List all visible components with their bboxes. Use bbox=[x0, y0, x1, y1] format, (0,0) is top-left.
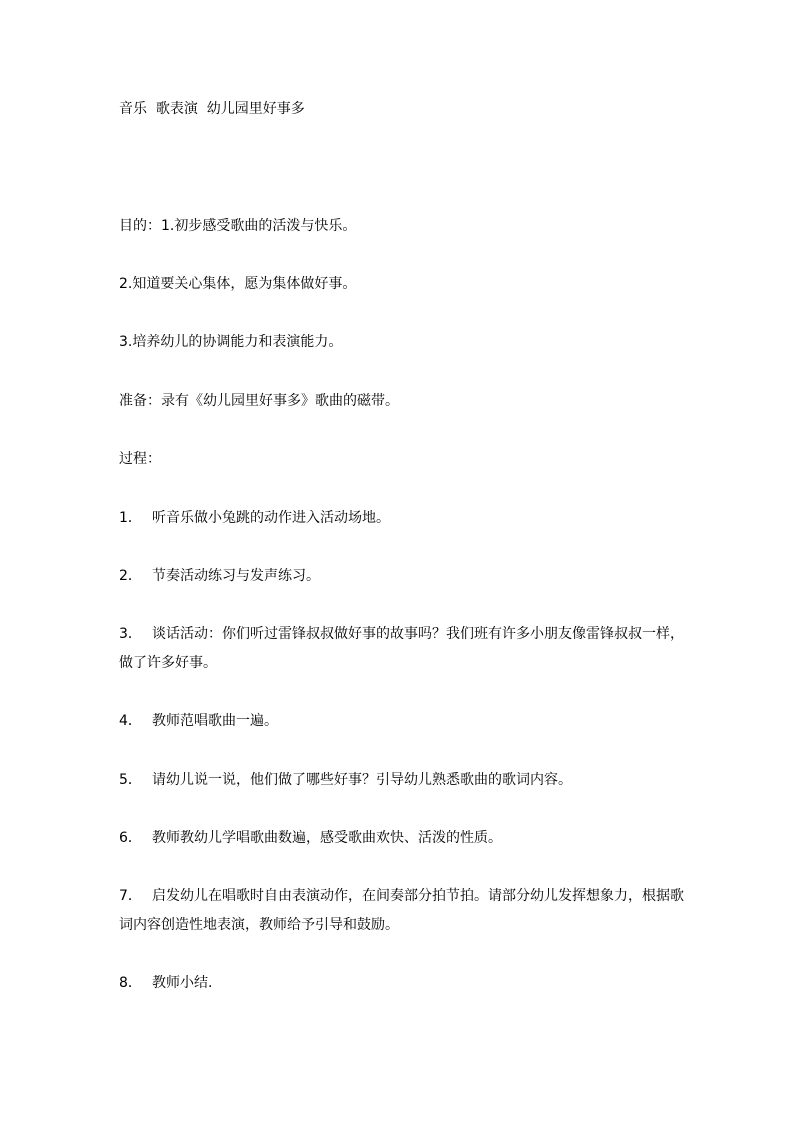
step-item bbox=[119, 882, 689, 940]
document-title: 音乐 歌表演 幼儿园里好事多 bbox=[119, 101, 305, 117]
goal-item-3: 3.培养幼儿的协调能力和表演能力。 bbox=[119, 334, 343, 350]
goal-item-1: 目的：1.初步感受歌曲的活泼与快乐。 bbox=[119, 218, 357, 234]
step-text: 教师教幼儿学唱歌曲数遍，感受歌曲欢快、活泼的性质。 bbox=[152, 830, 502, 846]
step-number: 4． bbox=[119, 713, 142, 729]
step-item bbox=[119, 707, 689, 736]
step-number: 8． bbox=[119, 975, 142, 991]
preparation-text: 准备：录有《幼儿园里好事多》歌曲的磁带。 bbox=[119, 393, 399, 409]
step-number: 1． bbox=[119, 510, 142, 526]
step-number: 5． bbox=[119, 772, 142, 788]
step-item bbox=[119, 504, 689, 533]
step-text: 听音乐做小兔跳的动作进入活动场地。 bbox=[152, 510, 390, 526]
step-text: 请幼儿说一说，他们做了哪些好事？引导幼儿熟悉歌曲的歌词内容。 bbox=[152, 772, 572, 788]
step-item bbox=[119, 620, 689, 678]
step-number: 7． bbox=[119, 888, 142, 904]
step-number: 6． bbox=[119, 830, 142, 846]
step-item bbox=[119, 562, 689, 591]
step-number: 3． bbox=[119, 626, 142, 642]
step-text: 谈话活动：你们听过雷锋叔叔做好事的故事吗？我们班有许多小朋友像雷锋叔叔一样，做了许多好事。 bbox=[119, 626, 684, 671]
step-text: 节奏活动练习与发声练习。 bbox=[152, 568, 320, 584]
step-item bbox=[119, 969, 689, 998]
step-text: 启发幼儿在唱歌时自由表演动作，在间奏部分拍节拍。请部分幼儿发挥想象力，根据歌词内容创造性地表演，教师给予引导和鼓励。 bbox=[119, 888, 684, 933]
step-number: 2． bbox=[119, 568, 142, 584]
step-item bbox=[119, 824, 689, 853]
step-item bbox=[119, 766, 689, 795]
step-text: 教师小结. bbox=[152, 975, 213, 991]
process-label: 过程： bbox=[119, 451, 161, 467]
goal-item-2: 2.知道要关心集体，愿为集体做好事。 bbox=[119, 276, 357, 292]
step-text: 教师范唱歌曲一遍。 bbox=[152, 713, 278, 729]
